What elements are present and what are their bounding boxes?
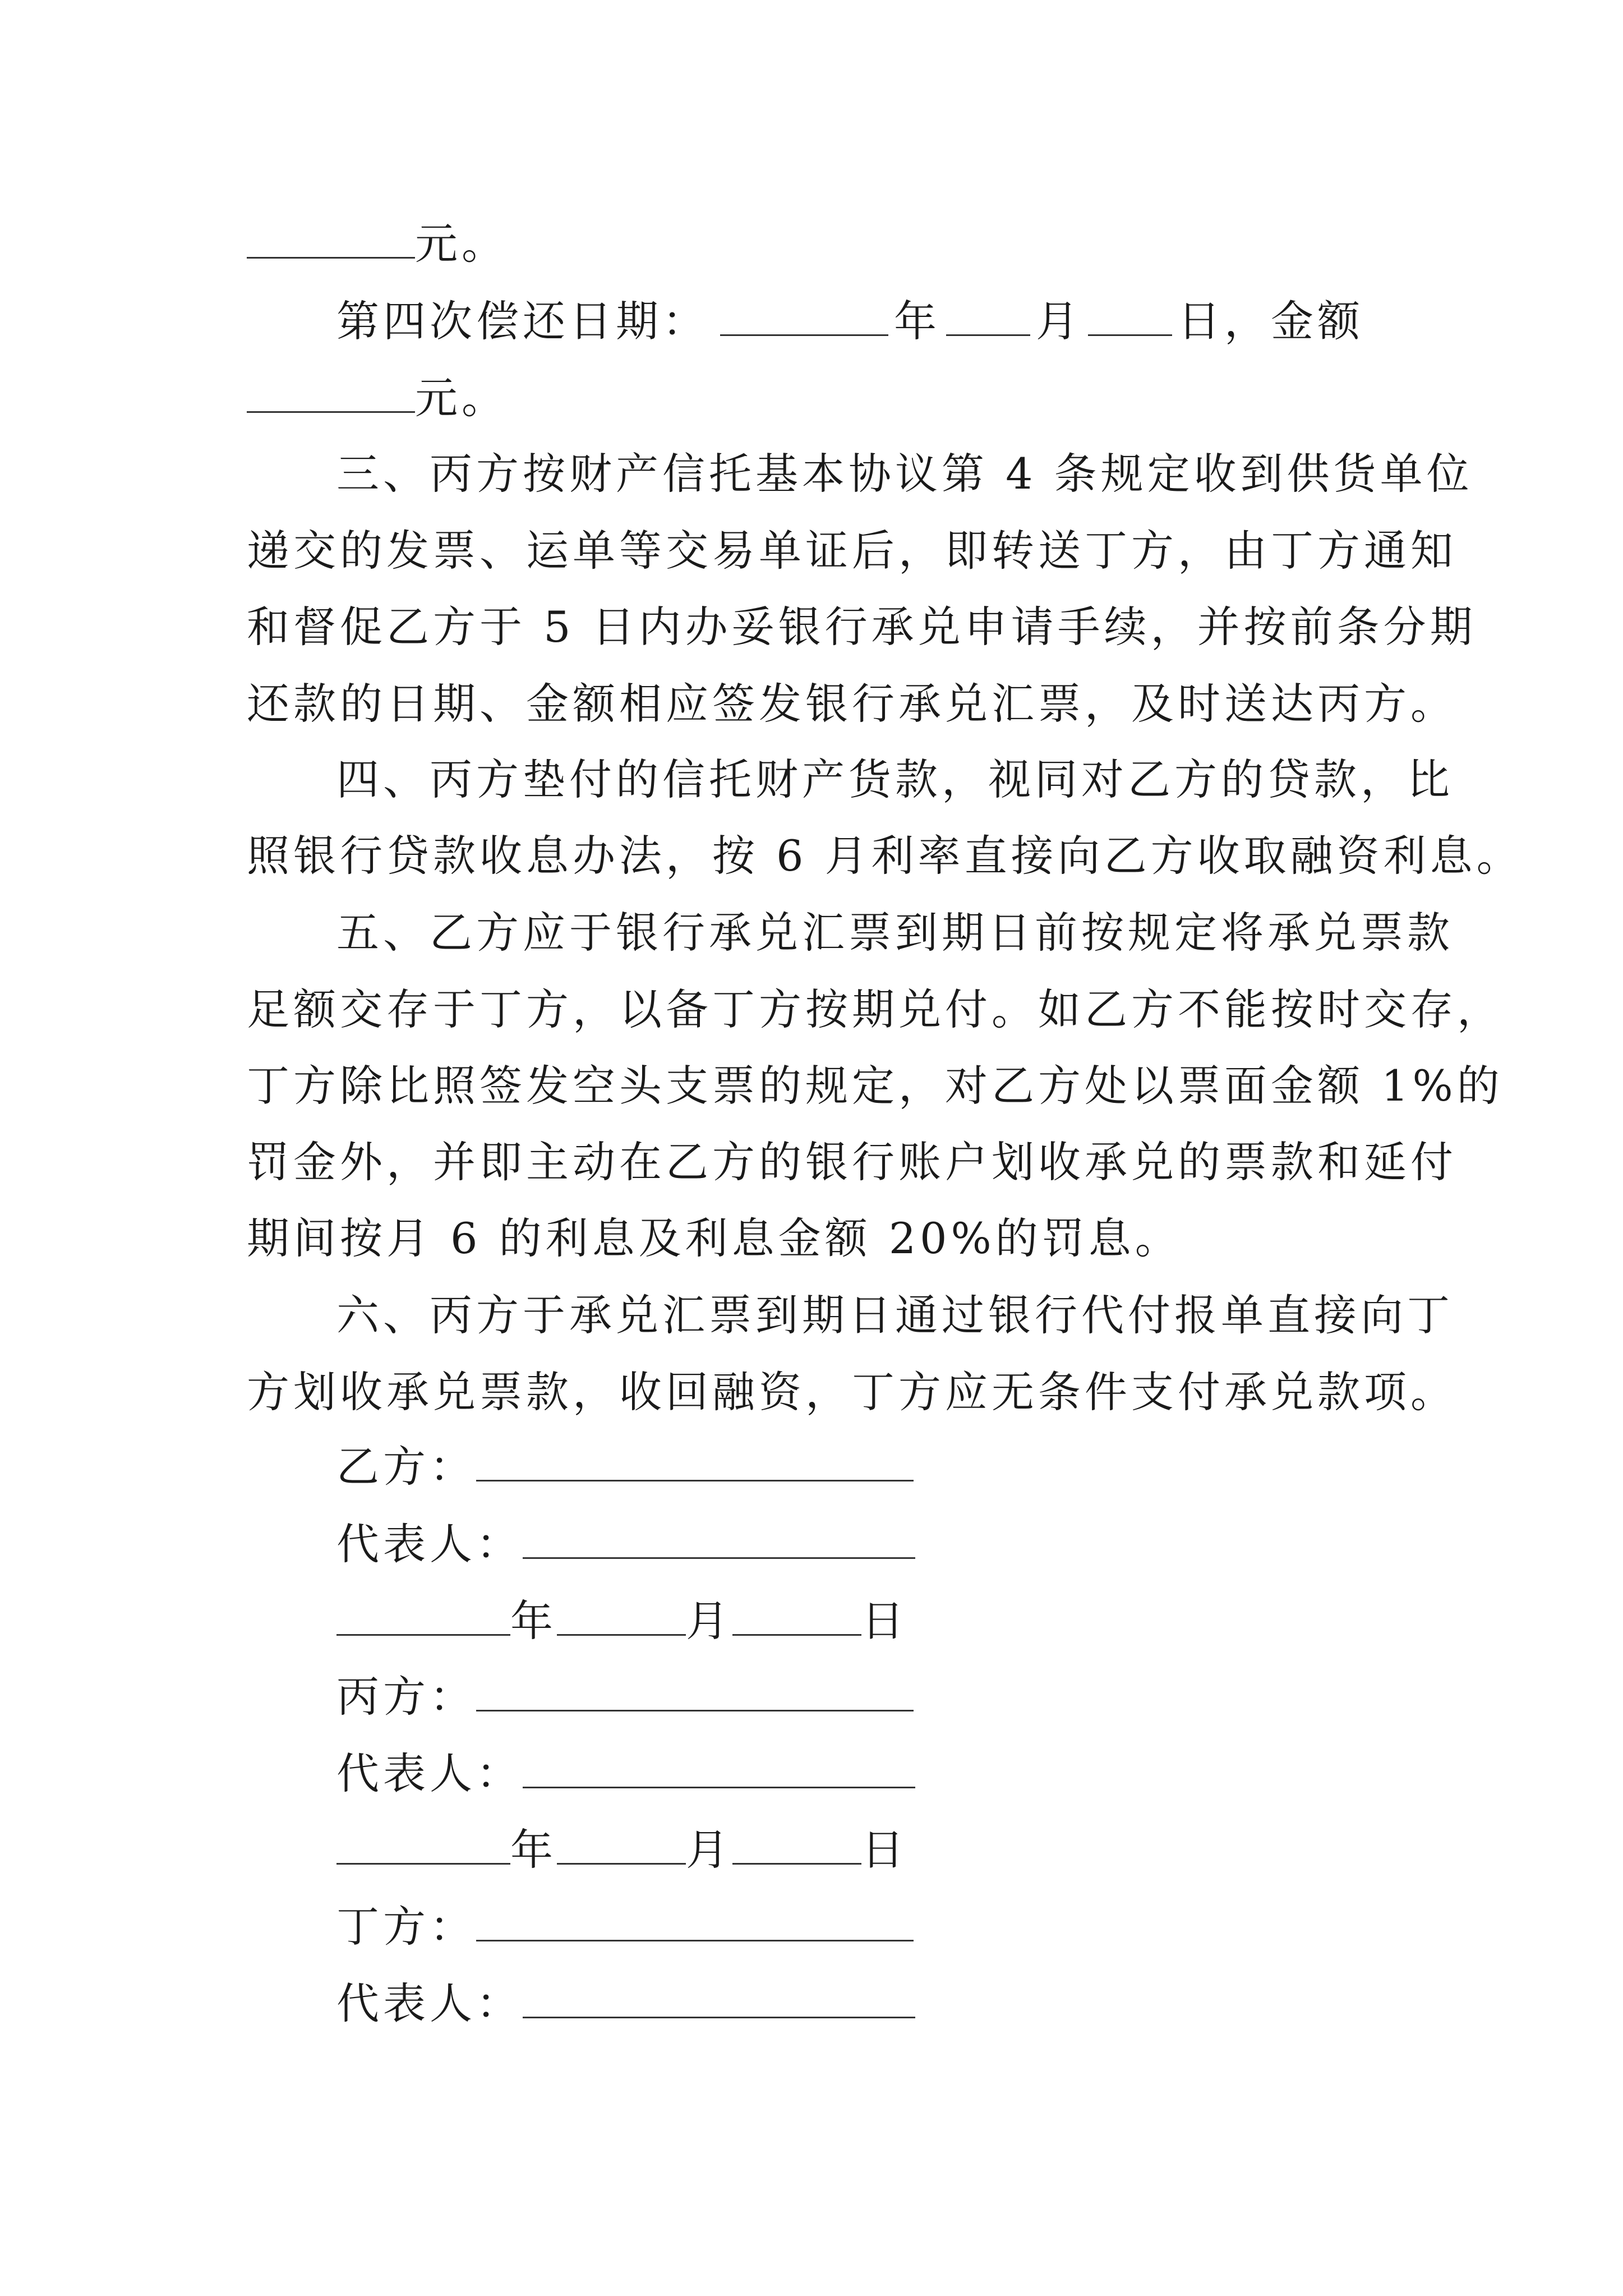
clause-3-line-1: 三、丙方按财产信托基本协议第 4 条规定收到供货单位 bbox=[336, 449, 1473, 499]
month-blank bbox=[946, 295, 1030, 336]
party-c-date: 年 月 日 bbox=[336, 1822, 908, 1878]
fourth-repayment-date-line: 第四次偿还日期： 年 月 日，金额 bbox=[336, 296, 1364, 346]
clause-5-line-1: 五、乙方应于银行承兑汇票到期日前按规定将承兑票款 bbox=[336, 908, 1454, 958]
year-blank bbox=[336, 1824, 510, 1865]
clause-3-line-3: 和督促乙方于 5 日内办妥银行承兑申请手续，并按前条分期 bbox=[247, 602, 1477, 652]
clause-4-line-2: 照银行贷款收息办法，按 6 月利率直接向乙方收取融资利息。 bbox=[247, 831, 1523, 881]
clause-5-line-2: 足额交存于丁方，以备丁方按期兑付。如乙方不能按时交存， bbox=[247, 984, 1504, 1034]
party-b-blank bbox=[476, 1441, 914, 1481]
party-d-representative: 代表人： bbox=[336, 1976, 915, 2032]
clause-3-line-4: 还款的日期、金额相应签发银行承兑汇票，及时送达丙方。 bbox=[247, 679, 1457, 729]
clause-5-line-5: 期间按月 6 的利息及利息金额 20%的罚息。 bbox=[247, 1213, 1182, 1263]
rep-b-blank bbox=[523, 1518, 915, 1559]
party-c-representative: 代表人： bbox=[336, 1746, 915, 1802]
party-b-date: 年 月 日 bbox=[336, 1593, 908, 1649]
clause-4-line-1: 四、丙方垫付的信托财产货款，视同对乙方的贷款，比 bbox=[336, 754, 1454, 804]
payment-amount-line-4: 元。 bbox=[247, 370, 1391, 426]
clause-6-line-2: 方划收承兑票款，收回融资，丁方应无条件支付承兑款项。 bbox=[247, 1367, 1457, 1417]
day-blank bbox=[732, 1824, 861, 1865]
amount-blank bbox=[247, 372, 415, 413]
day-blank bbox=[732, 1595, 861, 1636]
party-c-blank bbox=[476, 1671, 914, 1711]
clause-6-line-1: 六、丙方于承兑汇票到期日通过银行代付报单直接向丁 bbox=[336, 1290, 1454, 1340]
party-b-representative: 代表人： bbox=[336, 1516, 915, 1572]
clause-5-line-4: 罚金外，并即主动在乙方的银行账户划收承兑的票款和延付 bbox=[247, 1137, 1457, 1187]
party-c-signature: 丙方： bbox=[336, 1669, 914, 1725]
rep-d-blank bbox=[523, 1977, 915, 2018]
party-b-signature: 乙方： bbox=[336, 1439, 914, 1495]
party-d-signature: 丁方： bbox=[336, 1899, 914, 1955]
amount-blank bbox=[247, 218, 415, 259]
payment-amount-line-3: 元。 bbox=[247, 216, 1391, 272]
year-blank bbox=[336, 1595, 510, 1636]
month-blank bbox=[557, 1595, 686, 1636]
month-blank bbox=[557, 1824, 686, 1865]
clause-3-line-2: 递交的发票、运单等交易单证后，即转送丁方，由丁方通知 bbox=[247, 526, 1457, 576]
day-blank bbox=[1088, 295, 1172, 336]
clause-5-line-3: 丁方除比照签发空头支票的规定，对乙方处以票面金额 1%的 bbox=[247, 1061, 1504, 1111]
year-blank bbox=[720, 295, 888, 336]
rep-c-blank bbox=[523, 1747, 915, 1788]
party-d-blank bbox=[476, 1901, 914, 1941]
